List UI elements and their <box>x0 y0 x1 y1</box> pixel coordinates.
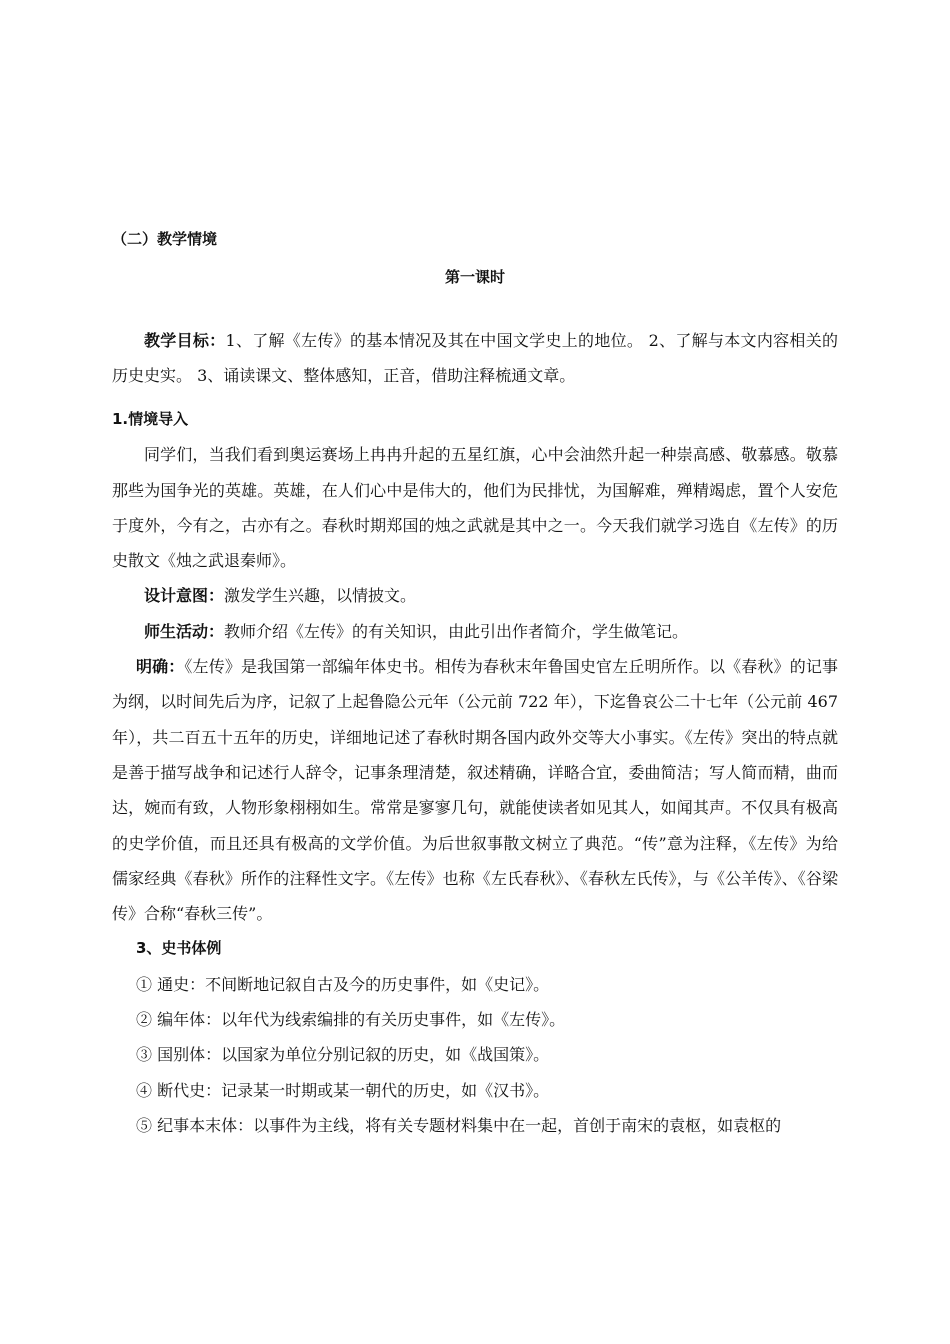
objectives-text: 1、了解《左传》的基本情况及其在中国文学史上的地位。 2、了解与本文内容相关的历史史实。 3、诵读课文、整体感知，正音，借助注释梳通文章。 <box>112 331 838 386</box>
intro-heading: 1.情境导入 <box>112 410 189 428</box>
section-heading: （二）教学情境 <box>112 230 218 248</box>
lesson-title: 第一课时 <box>444 268 505 286</box>
list-item: ③ 国别体：以国家为单位分别记叙的历史，如《战国策》。 <box>136 1045 550 1065</box>
list-item: ⑤ 纪事本末体：以事件为主线，将有关专题材料集中在一起，首创于南宋的袁枢，如袁枢的 <box>136 1115 782 1135</box>
objectives-paragraph <box>112 323 838 394</box>
list-item: ① 通史：不间断地记叙自古及今的历史事件，如《史记》。 <box>136 974 550 994</box>
objectives-label: 教学目标： <box>144 331 226 350</box>
activity-text: 教师介绍《左传》的有关知识，由此引出作者简介，学生做笔记。 <box>224 621 689 641</box>
activity-label: 师生活动： <box>144 621 225 641</box>
design-intent-label: 设计意图： <box>144 586 225 606</box>
intro-section <box>112 402 838 1143</box>
clarification-text: 《左传》是我国第一部编年体史书。相传为春秋末年鲁国史官左丘明所作。以《春秋》的记事为纲，以时间先后为序，记叙了上起鲁隐公元年（公元前 722 年），下迄鲁哀公二十七年（公元前 467 年），共二百五十五年的历史，详细地记述了春秋时期各国内政外交等大小事实。《左传》突出的特点就是善于描写战争和记述行人辞令，记事条理清楚，叙述精确，详略合宜，委曲简洁；写人简而精，曲而达，婉而有致，人物形象栩栩如生。常常是寥寥几句，就能使读者如见其人，如闻其声。不仅具有极高的史学价值，而且还具有极高的文学价值。为后世叙事散文树立了典范。“传”意为注释，《左传》为给儒家经典《春秋》所作的注释性文字。《左传》也称《左氏春秋》、《春秋左氏传》，与《公羊传》、《谷梁传》合称“春秋三传”。 <box>112 657 838 924</box>
clarification-label: 明确： <box>136 657 185 677</box>
list-item: ② 编年体：以年代为线索编排的有关历史事件，如《左传》。 <box>136 1010 566 1030</box>
design-intent-text: 激发学生兴趣，以情披文。 <box>224 586 417 606</box>
list-item: ④ 断代史：记录某一时期或某一朝代的历史，如《汉书》。 <box>136 1080 550 1100</box>
styles-heading: 3、史书体例 <box>136 939 222 958</box>
intro-paragraph: 同学们，当我们看到奥运赛场上冉冉升起的五星红旗，心中会油然升起一种崇高感、敬慕感。敬慕那些为国争光的英雄。英雄，在人们心中是伟大的，他们为民排忧，为国解难，殚精竭虑，置个人安危于度外，今有之，古亦有之。春秋时期郑国的烛之武就是其中之一。今天我们就学习选自《左传》的历史散文《烛之武退秦师》。 <box>112 445 838 571</box>
